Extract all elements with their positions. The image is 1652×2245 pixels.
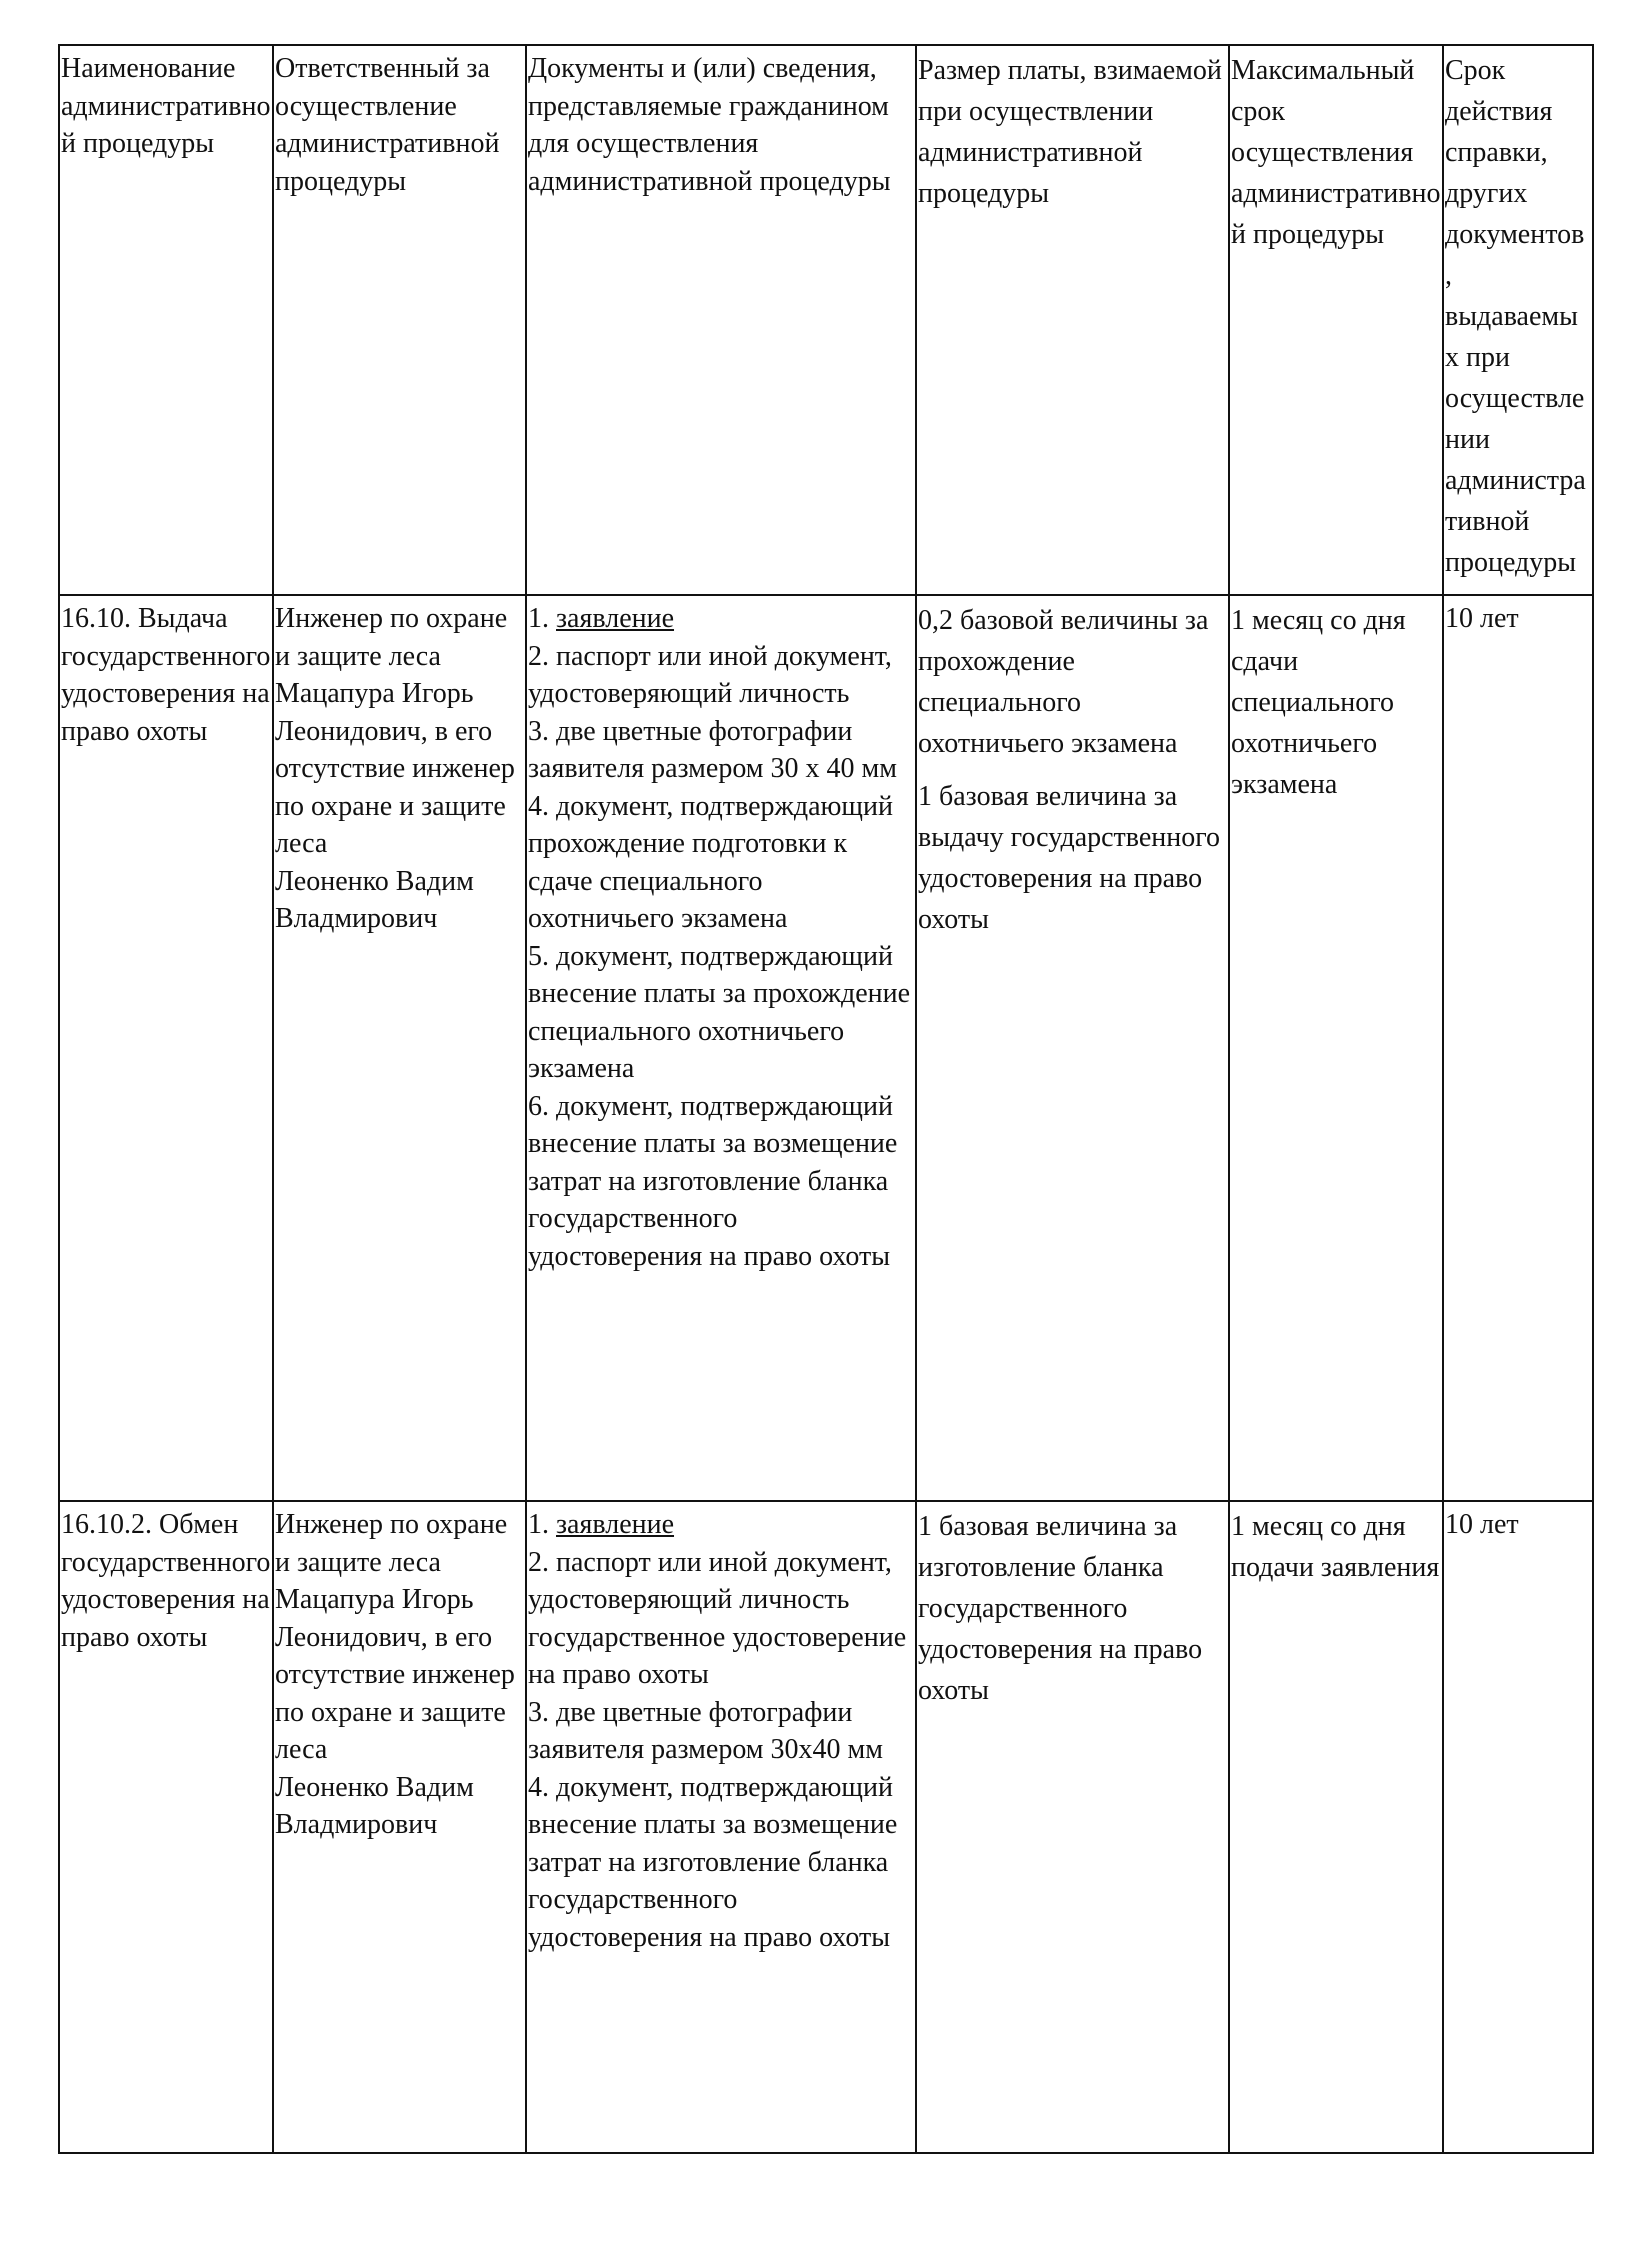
- fee-item: 0,2 базовой величины за прохождение специального охотничьего экзамена: [918, 605, 1209, 759]
- responsible-line: Мацапура Игорь Леонидович, в его отсутствие инженер по охране и защите леса: [275, 678, 515, 859]
- document-item: 2. паспорт или иной документ, удостоверяющий личность государственное удостоверение на право охоты: [528, 1546, 907, 1690]
- fee-item: 1 базовая величина за выдачу государственного удостоверения на право охоты: [918, 781, 1221, 935]
- procedures-table: [58, 44, 1594, 2154]
- responsible-cell: [273, 595, 526, 1501]
- documents-cell: [526, 1501, 916, 2153]
- application-link[interactable]: заявление: [556, 603, 675, 634]
- header-validity: Срок действия справки, других документов, выдаваемых при осуществлении административной процедуры: [1443, 45, 1593, 595]
- document-item: 3. две цветные фотографии заявителя размером 30х40 мм: [528, 1696, 883, 1765]
- max-term-cell: 1 месяц со дня подачи заявления: [1229, 1501, 1443, 2153]
- header-max-term: Максимальный срок осуществления административной процедуры: [1229, 45, 1443, 595]
- procedure-name: 16.10.2. Обмен государственного удостоверения на право охоты: [59, 1501, 273, 2153]
- max-term-cell: 1 месяц со дня сдачи специального охотничьего экзамена: [1229, 595, 1443, 1501]
- document-item: 2. паспорт или иной документ, удостоверяющий личность: [528, 640, 892, 709]
- header-documents: Документы и (или) сведения, представляемые гражданином для осуществления административной процедуры: [526, 45, 916, 595]
- fee-cell: [916, 595, 1229, 1501]
- table-row: [59, 1501, 1593, 2153]
- procedure-name: 16.10. Выдача государственного удостоверения на право охоты: [59, 595, 273, 1501]
- application-link[interactable]: заявление: [556, 1509, 675, 1540]
- header-fee: Размер платы, взимаемой при осуществлении административной процедуры: [916, 45, 1229, 595]
- document-item: 5. документ, подтверждающий внесение платы за прохождение специального охотничьего экзамена: [528, 940, 911, 1084]
- fee-item: 1 базовая величина за изготовление бланка государственного удостоверения на право охоты: [918, 1511, 1203, 1706]
- header-procedure-name: Наименование административной процедуры: [59, 45, 273, 595]
- responsible-cell: [273, 1501, 526, 2153]
- document-item: 1. заявление: [528, 1509, 675, 1540]
- document-item: 1. заявление: [528, 603, 675, 634]
- header-responsible: Ответственный за осуществление административной процедуры: [273, 45, 526, 595]
- documents-cell: [526, 595, 916, 1501]
- document-item: 4. документ, подтверждающий внесение платы за возмещение затрат на изготовление бланка государственного удостоверения на право охоты: [528, 1771, 898, 1953]
- validity-cell: 10 лет: [1443, 1501, 1593, 2153]
- responsible-line: Инженер по охране и защите леса: [275, 1509, 508, 1578]
- responsible-line: Леоненко Вадим Владмирович: [275, 1771, 474, 1840]
- fee-cell: [916, 1501, 1229, 2153]
- document-item: 3. две цветные фотографии заявителя размером 30 х 40 мм: [528, 715, 897, 784]
- document-item: 6. документ, подтверждающий внесение платы за возмещение затрат на изготовление бланка государственного удостоверения на право охоты: [528, 1090, 898, 1272]
- responsible-line: Леоненко Вадим Владмирович: [275, 865, 474, 934]
- table-header-row: [59, 45, 1593, 595]
- validity-cell: 10 лет: [1443, 595, 1593, 1501]
- responsible-line: Инженер по охране и защите леса: [275, 603, 508, 672]
- table-row: [59, 595, 1593, 1501]
- responsible-line: Мацапура Игорь Леонидович, в его отсутствие инженер по охране и защите леса: [275, 1584, 515, 1765]
- document-item: 4. документ, подтверждающий прохождение подготовки к сдаче специального охотничьего экзамена: [528, 790, 893, 934]
